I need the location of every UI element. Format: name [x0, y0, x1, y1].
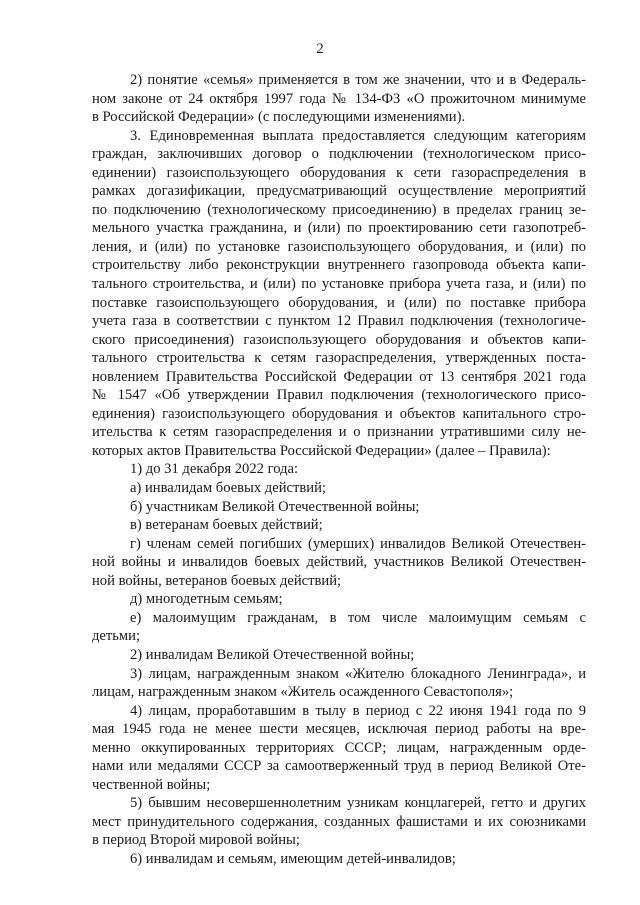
paragraph [92, 535, 586, 591]
text-line: ского присоединения) газоиспользующего оборудования и объектов капи- [92, 331, 586, 348]
text-line: ной войны, ветеранов боевых действий; [92, 572, 342, 589]
text-line: мест принудительного содержания, созданных фашистами и их союзниками [92, 813, 586, 830]
paragraph [92, 646, 586, 665]
text-line: детьми; [92, 628, 141, 645]
page-number: 2 [316, 41, 324, 57]
text-line: тального строительства, и (или) по установке прибора учета газа, и (или) по [92, 276, 586, 293]
paragraph [92, 702, 586, 795]
text-line: менно оккупированных территориях СССР; лицам, награжденным орде- [92, 739, 586, 756]
document-body [92, 71, 586, 869]
text-line: в период Второй мировой войны; [92, 832, 300, 849]
text-line: новлением Правительства Российской Федерации от 13 сентября 2021 года [92, 368, 586, 385]
text-line: 3. Единовременная выплата предоставляется следующим категориям [130, 127, 586, 144]
text-line: единении) газоиспользующего оборудования к сети газораспределения в [92, 164, 586, 181]
text-line: единения) газоиспользующего оборудования и объектов капитального стро- [92, 405, 586, 422]
text-line: е) малоимущим гражданам, в том числе малоимущим семьям с [130, 609, 586, 626]
paragraph [92, 498, 586, 517]
text-line: которых актов Правительства Российской Федерации» (далее – Правила): [92, 442, 551, 459]
text-line: № 1547 «Об утверждении Правил подключения (технологического присо- [92, 387, 586, 404]
text-line: ительства к сетям газораспределения и о признании утратившими силу не- [92, 424, 586, 441]
text-line: 1) до 31 декабря 2022 года: [130, 461, 299, 478]
text-line: а) инвалидам боевых действий; [130, 480, 326, 497]
paragraph [92, 794, 586, 850]
text-line: 4) лицам, проработавшим в тылу в период с 22 июня 1941 года по 9 [130, 702, 586, 719]
text-line: учета газа в соответствии с пунктом 12 Правил подключения (технологиче- [92, 313, 586, 330]
text-line: мельного участка гражданина, и (или) по проектированию сети газопотреб- [92, 220, 586, 237]
paragraph [92, 71, 586, 127]
paragraph [92, 665, 586, 702]
text-line: по подключению (технологическому присоединению) в пределах границ зе- [92, 201, 586, 218]
text-line: ления, и (или) по установке газоиспользующего оборудования, и (или) по [92, 238, 586, 255]
text-line: рамках догазификации, предусматривающий осуществление мероприятий [92, 183, 586, 200]
text-line: строительству либо реконструкции внутреннего газопровода объекта капи- [92, 257, 586, 274]
text-line: 2) инвалидам Великой Отечественной войны; [130, 646, 415, 663]
paragraph [92, 516, 586, 535]
text-line: нами или медалями СССР за самоотверженный труд в период Великой Оте- [92, 758, 586, 775]
text-line: ном законе от 24 октября 1997 года № 134-ФЗ «О прожиточном минимуме [92, 90, 586, 107]
text-line: в) ветеранам боевых действий; [130, 517, 323, 534]
paragraph [92, 479, 586, 498]
text-line: ной войны и инвалидов боевых действий, участников Великой Отечествен- [92, 554, 586, 571]
text-line: поставке газоиспользующего оборудования, и (или) по поставке прибора [92, 294, 586, 311]
paragraph [92, 590, 586, 609]
paragraph [92, 460, 586, 479]
text-line: 3) лицам, награжденным знаком «Жителю блокадного Ленинграда», и [130, 665, 586, 682]
paragraph [92, 127, 586, 461]
text-line: чественной войны; [92, 776, 211, 793]
text-line: в Российской Федерации» (с последующими изменениями). [92, 109, 466, 126]
text-line: 2) понятие «семья» применяется в том же значении, что и в Федераль- [130, 72, 586, 88]
text-line: б) участникам Великой Отечественной войны; [130, 498, 420, 515]
text-line: тального строительства к сетям газораспределения, утвержденных поста- [92, 350, 586, 367]
paragraph [92, 609, 586, 646]
text-line: г) членам семей погибших (умерших) инвалидов Великой Отечествен- [130, 535, 586, 552]
text-line: д) многодетным семьям; [130, 591, 283, 608]
text-line: граждан, заключивших договор о подключении (технологическом присо- [92, 146, 586, 163]
paragraph [92, 850, 586, 869]
text-line: мая 1945 года не менее шести месяцев, исключая период работы на вре- [92, 721, 586, 738]
text-line: лицам, награжденным знаком «Житель осажденного Севастополя»; [92, 684, 514, 701]
text-line: 5) бывшим несовершеннолетним узникам концлагерей, гетто и других [130, 795, 586, 812]
text-line: 6) инвалидам и семьям, имеющим детей-инвалидов; [130, 850, 456, 867]
